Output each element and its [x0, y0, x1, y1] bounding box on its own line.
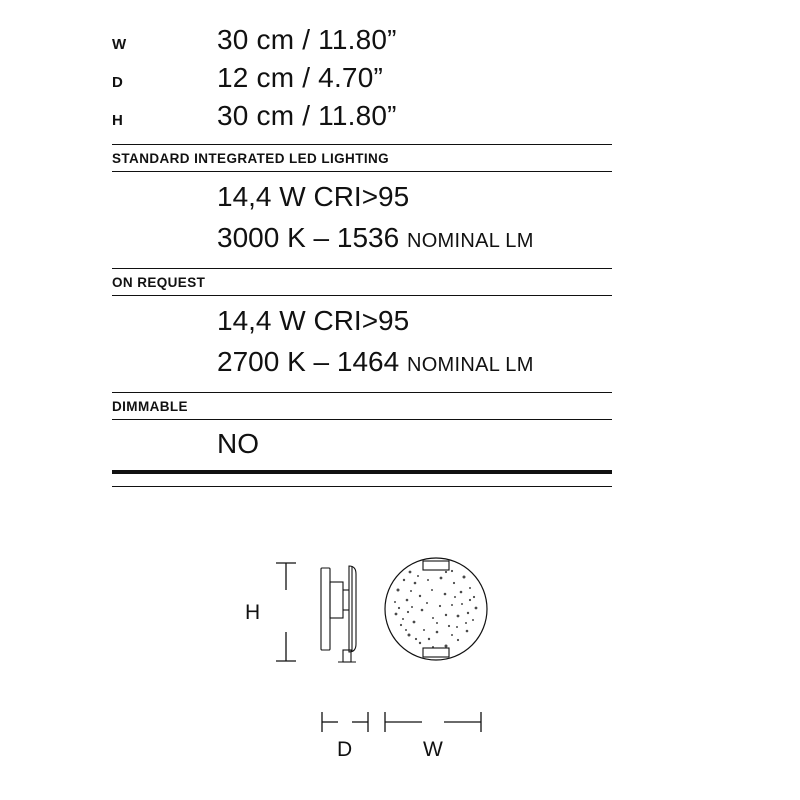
dimension-value-w: 30 cm / 11.80” [217, 24, 397, 55]
section-values-on-request [112, 296, 612, 386]
depth-dimension [322, 712, 368, 732]
section-values-standard-led [112, 172, 612, 262]
height-letter-label: H [245, 601, 261, 624]
table-row [112, 100, 612, 138]
front-view-drawing [385, 558, 487, 660]
value-main: 14,4 W CRI>95 [217, 181, 410, 212]
divider-thick [112, 470, 612, 474]
value-line [217, 219, 612, 260]
height-dimension [276, 563, 296, 661]
value-main: 3000 K – 1536 [217, 222, 407, 253]
value-small: NOMINAL LM [406, 230, 534, 252]
section-title-dimmable: DIMMABLE [112, 399, 188, 414]
dimension-value-d: 12 cm / 4.70” [217, 62, 384, 93]
divider [112, 486, 612, 487]
side-view-drawing [321, 566, 356, 662]
value-line [217, 302, 612, 343]
value-small: NOMINAL LM [406, 354, 534, 376]
dimension-value-h: 30 cm / 11.80” [217, 100, 397, 131]
dimension-label-w: W [112, 36, 127, 53]
width-letter-label: W [423, 738, 443, 761]
width-dimension [385, 712, 481, 732]
section-title-on-request: ON REQUEST [112, 275, 206, 290]
technical-drawing [0, 520, 800, 800]
value-line [217, 178, 612, 219]
value-main: 2700 K – 1464 [217, 346, 407, 377]
value-line [217, 343, 612, 384]
dimension-label-h: H [112, 112, 124, 129]
specifications-table [112, 24, 612, 487]
table-row [112, 62, 612, 100]
dimmable-value: NO [217, 428, 259, 459]
depth-letter-label: D [337, 738, 353, 761]
table-row [112, 24, 612, 62]
section-title-standard-led: STANDARD INTEGRATED LED LIGHTING [112, 151, 390, 166]
dimension-label-d: D [112, 74, 124, 91]
value-main: 14,4 W CRI>95 [217, 305, 410, 336]
